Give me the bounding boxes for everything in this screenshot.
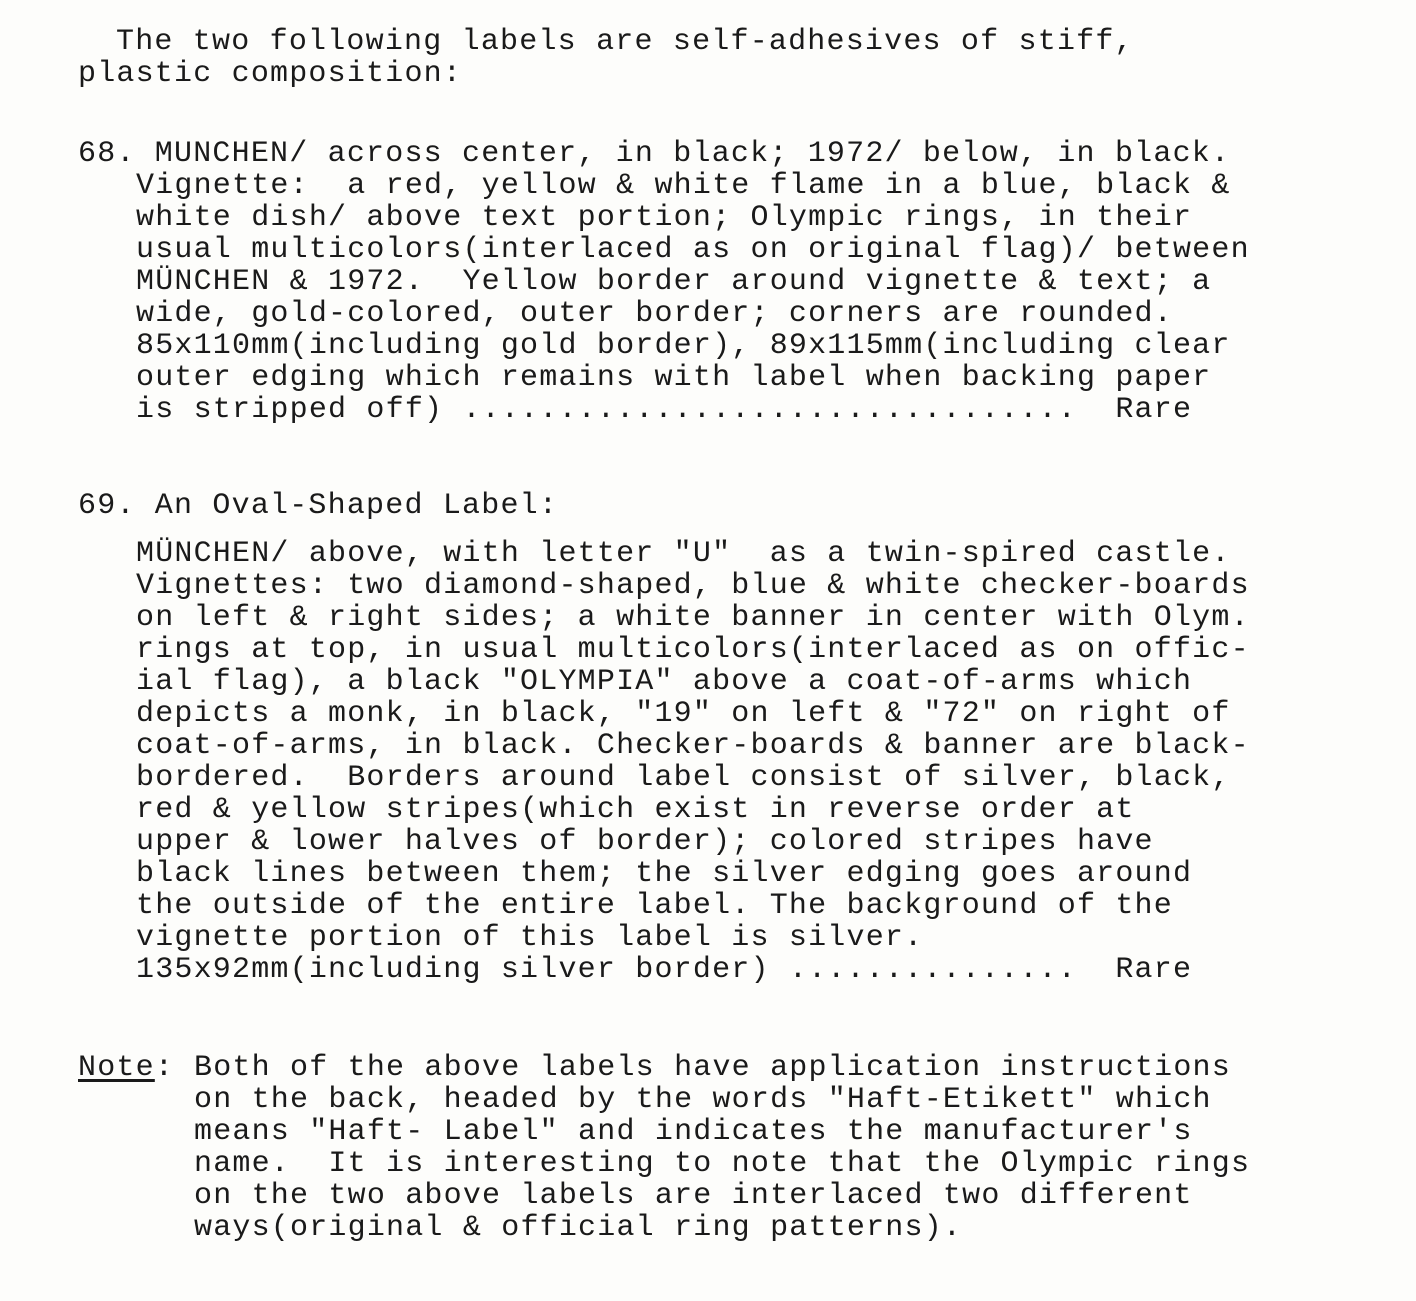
note-label-row bbox=[78, 1052, 174, 1084]
note-line-4: name. It is interesting to note that the Olympic rings bbox=[194, 1147, 1251, 1181]
entry-69-heading: 69. An Oval-Shaped Label: bbox=[78, 489, 559, 523]
entry-68-line-5: MÜNCHEN & 1972. Yellow border around vignette & text; a bbox=[136, 265, 1212, 299]
entry-69-line-6: ial flag), a black "OLYMPIA" above a coat-of-arms which bbox=[136, 665, 1193, 699]
note-label: Note bbox=[78, 1051, 155, 1085]
note-line-1: Both of the above labels have application instructions bbox=[194, 1051, 1231, 1085]
entry-68-line-8: outer edging which remains with label when backing paper bbox=[136, 361, 1212, 395]
entry-68-line-3: white dish/ above text portion; Olympic rings, in their bbox=[136, 201, 1193, 235]
entry-68-line-9: is stripped off) ................................ Rare bbox=[136, 393, 1193, 427]
entry-68-line-1: 68. MUNCHEN/ across center, in black; 1972/ below, in black. bbox=[78, 137, 1231, 171]
note-line-2: on the back, headed by the words "Haft-Etikett" which bbox=[194, 1083, 1212, 1117]
intro-line-1: The two following labels are self-adhesives of stiff, bbox=[116, 25, 1134, 59]
entry-69-line-15: 135x92mm(including silver border) ............... Rare bbox=[136, 953, 1193, 987]
intro-line-2: plastic composition: bbox=[78, 57, 463, 91]
entry-68-line-6: wide, gold-colored, outer border; corners are rounded. bbox=[136, 297, 1173, 331]
entry-69-line-2: MÜNCHEN/ above, with letter "U" as a twin-spired castle. bbox=[136, 537, 1231, 571]
entry-69-line-13: the outside of the entire label. The background of the bbox=[136, 889, 1173, 923]
entry-69-line-3: Vignettes: two diamond-shaped, blue & white checker-boards bbox=[136, 569, 1250, 603]
entry-69-line-14: vignette portion of this label is silver. bbox=[136, 921, 924, 955]
note-colon: : bbox=[154, 1051, 175, 1085]
note-line-3: means "Haft- Label" and indicates the manufacturer's bbox=[194, 1115, 1193, 1149]
entry-69-line-4: on left & right sides; a white banner in center with Olym. bbox=[136, 601, 1250, 635]
note-line-6: ways(original & official ring patterns). bbox=[194, 1211, 963, 1245]
entry-69-line-10: red & yellow stripes(which exist in reverse order at bbox=[136, 793, 1135, 827]
entry-68-line-2: Vignette: a red, yellow & white flame in a blue, black & bbox=[136, 169, 1231, 203]
entry-69-line-5: rings at top, in usual multicolors(interlaced as on offic- bbox=[136, 633, 1250, 667]
entry-68-line-7: 85x110mm(including gold border), 89x115mm(including clear bbox=[136, 329, 1231, 363]
entry-69-line-9: bordered. Borders around label consist of silver, black, bbox=[136, 761, 1231, 795]
entry-68-line-4: usual multicolors(interlaced as on original flag)/ between bbox=[136, 233, 1250, 267]
note-line-5: on the two above labels are interlaced two different bbox=[194, 1179, 1193, 1213]
entry-69-line-8: coat-of-arms, in black. Checker-boards & banner are black- bbox=[136, 729, 1250, 763]
entry-69-line-7: depicts a monk, in black, "19" on left & "72" on right of bbox=[136, 697, 1231, 731]
entry-69-line-11: upper & lower halves of border); colored stripes have bbox=[136, 825, 1154, 859]
entry-69-line-12: black lines between them; the silver edging goes around bbox=[136, 857, 1193, 891]
